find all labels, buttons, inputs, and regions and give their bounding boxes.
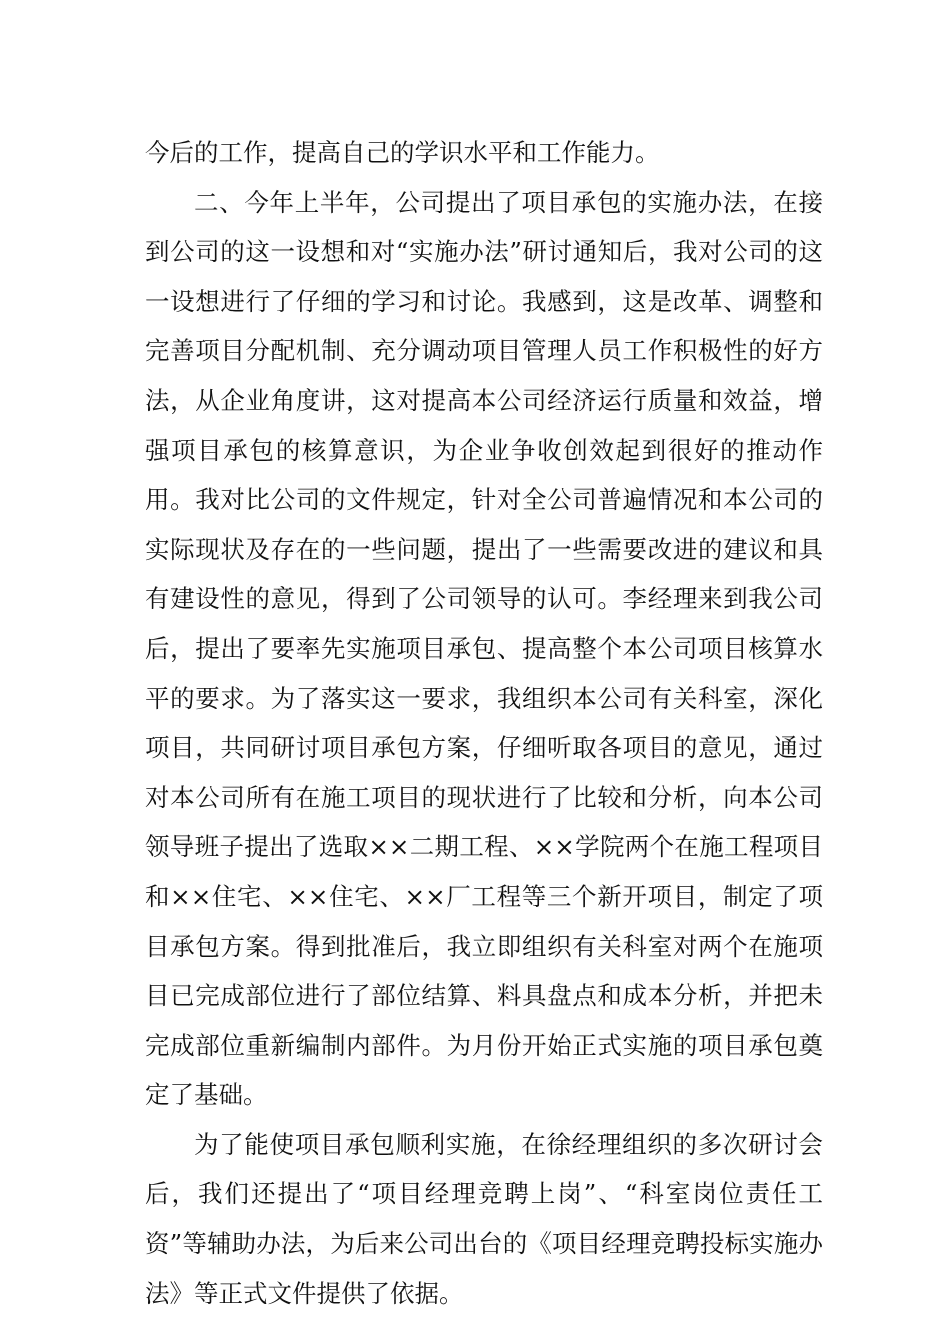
body-text [145,128,823,1318]
paragraph-continuation: 今后的工作，提高自己的学识水平和工作能力。 [145,138,660,167]
paragraph-auxiliary-measures: 为了能使项目承包顺利实施，在徐经理组织的多次研讨会后，我们还提出了“项目经理竞聘上岗”、“科室岗位责任工资”等辅助办法，为后来公司出台的《项目经理竞聘投标实施办法》等正式文件提供了依据。 [145,1129,823,1308]
paragraph-project-contract: 二、今年上半年，公司提出了项目承包的实施办法，在接到公司的这一设想和对“实施办法”研讨通知后，我对公司的这一设想进行了仔细的学习和讨论。我感到，这是改革、调整和完善项目分配机制、充分调动项目管理人员工作积极性的好方法，从企业角度讲，这对提高本公司经济运行质量和效益，增强项目承包的核算意识，为企业争收创效起到很好的推动作用。我对比公司的文件规定，针对全公司普遍情况和本公司的实际现状及存在的一些问题，提出了一些需要改进的建议和具有建设性的意见，得到了公司领导的认可。李经理来到我公司后，提出了要率先实施项目承包、提高整个本公司项目核算水平的要求。为了落实这一要求，我组织本公司有关科室，深化项目，共同研讨项目承包方案，仔细听取各项目的意见，通过对本公司所有在施工项目的现状进行了比较和分析，向本公司领导班子提出了选取××二期工程、××学院两个在施工程项目和××住宅、××住宅、××厂工程等三个新开项目，制定了项目承包方案。得到批准后，我立即组织有关科室对两个在施项目已完成部位进行了部位结算、料具盘点和成本分析，并把未完成部位重新编制内部件。为月份开始正式实施的项目承包奠定了基础。 [145,187,823,1110]
